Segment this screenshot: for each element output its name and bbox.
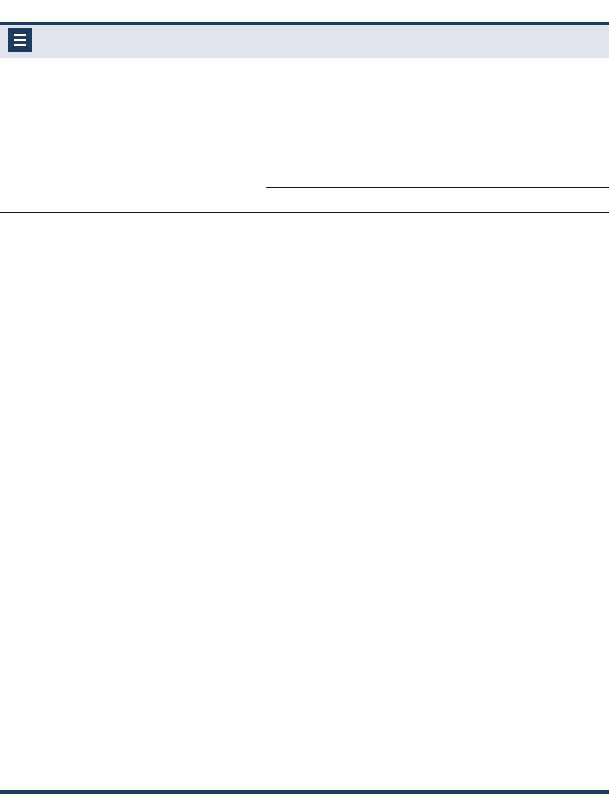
header-rule	[266, 187, 609, 188]
bottom-bar	[0, 790, 609, 794]
table-header-bar	[0, 22, 609, 58]
document-list-icon	[8, 28, 32, 52]
header-rule	[0, 212, 609, 213]
